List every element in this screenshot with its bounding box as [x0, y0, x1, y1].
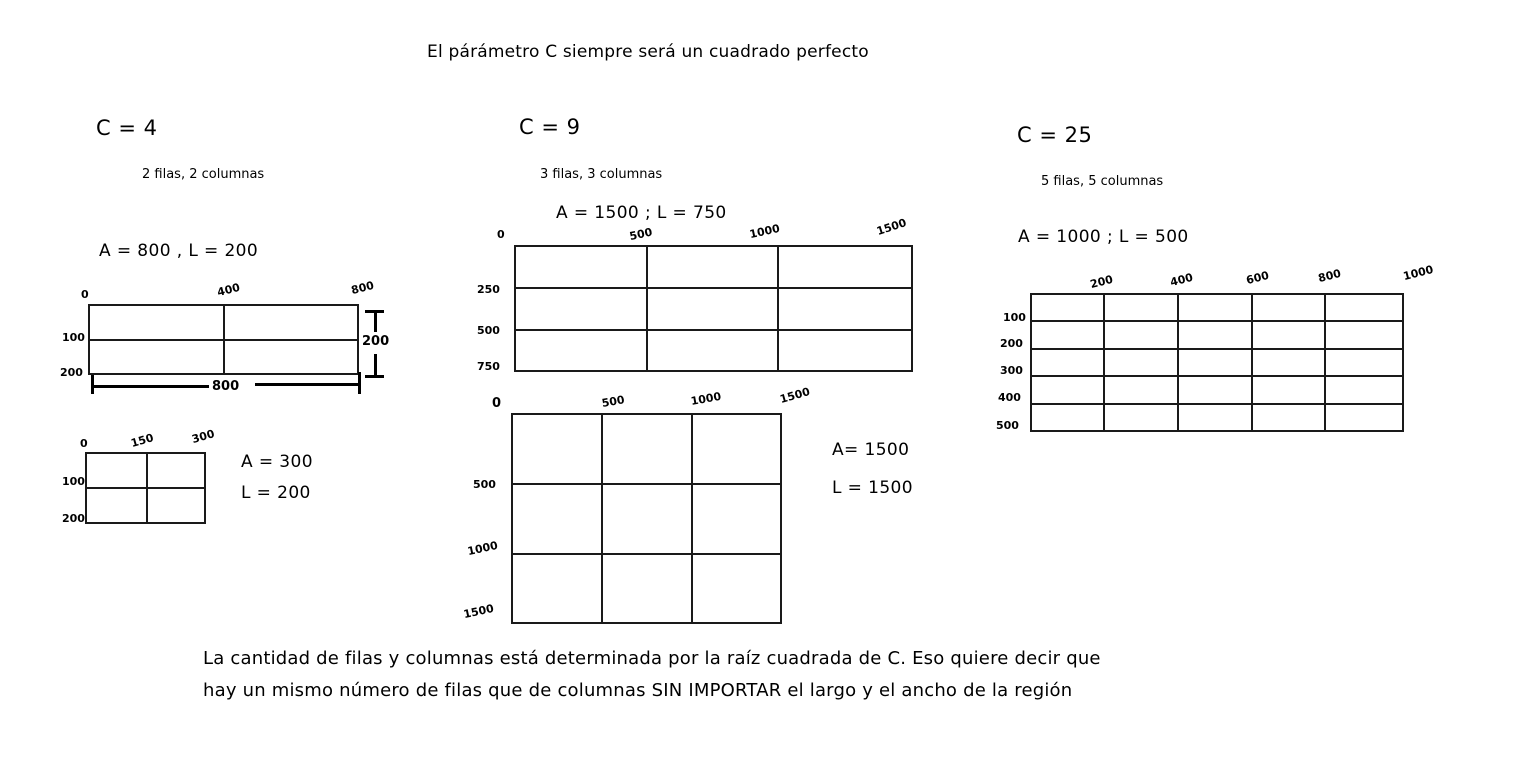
example-heading-c25: C = 25: [1017, 123, 1093, 147]
x-tick-label: 300: [190, 427, 217, 446]
x-tick-label: 1000: [689, 389, 723, 408]
y-tick-label: 500: [473, 478, 496, 491]
grid-line-v: [780, 413, 782, 624]
x-tick-label: 1000: [1401, 262, 1435, 283]
grid-line-h: [1030, 320, 1404, 322]
annotation-a-c9-grid-2: A= 1500: [832, 440, 910, 460]
page-title: El párámetro C siempre será un cuadrado perfecto: [427, 42, 869, 62]
height-dimension-bar: [374, 310, 377, 332]
y-tick-label: 100: [62, 475, 85, 488]
grid-line-v: [514, 245, 516, 372]
grid-line-v: [85, 452, 87, 523]
y-tick-label: 400: [998, 391, 1021, 404]
example-subheading-c25: 5 filas, 5 columnas: [1041, 174, 1164, 189]
grid-line-h: [514, 287, 913, 289]
footer-line-2: hay un mismo número de filas que de columnas SIN IMPORTAR el largo y el ancho de la región: [203, 680, 1073, 701]
grid-line-h: [514, 245, 913, 247]
y-tick-label: 100: [62, 331, 85, 344]
grid-c4-1: [88, 304, 359, 374]
grid-line-v: [1324, 293, 1326, 432]
grid-line-v: [601, 413, 603, 624]
grid-line-v: [777, 245, 779, 372]
height-dimension-label: 200: [362, 334, 390, 349]
x-tick-label: 0: [81, 288, 89, 301]
grid-line-v: [911, 245, 913, 372]
y-tick-label: 750: [477, 360, 500, 373]
grid-line-h: [511, 553, 782, 555]
x-tick-label: 500: [600, 393, 626, 410]
x-tick-label: 1500: [778, 385, 812, 406]
x-tick-label: 0: [492, 396, 502, 411]
grid-line-v: [204, 452, 206, 523]
x-tick-label: 1500: [874, 216, 909, 238]
grid-line-v: [88, 304, 90, 374]
grid-line-h: [511, 413, 782, 415]
grid-line-v: [1177, 293, 1179, 432]
grid-line-h: [1030, 293, 1404, 295]
grid-c25-1: [1030, 293, 1404, 432]
width-dimension-bar: [255, 383, 360, 386]
grid-line-h: [514, 370, 913, 372]
height-dimension-cap: [365, 310, 384, 313]
example-subheading-c9: 3 filas, 3 columnas: [540, 167, 663, 182]
grid-c9-2: [511, 413, 782, 624]
grid-c9-1: [514, 245, 913, 372]
width-dimension-cap: [358, 372, 361, 394]
width-dimension-bar: [91, 385, 209, 388]
y-tick-label: 1500: [462, 601, 495, 621]
grid-line-h: [1030, 430, 1404, 432]
x-tick-label: 600: [1244, 268, 1271, 287]
grid-line-v: [1030, 293, 1032, 432]
y-tick-label: 300: [1000, 364, 1023, 377]
grid-line-h: [511, 483, 782, 485]
annotation-l-c4-grid-2: L = 200: [241, 483, 311, 503]
height-dimension-bar: [374, 354, 377, 376]
x-tick-label: 150: [129, 431, 156, 450]
annotation-c4-grid-1: A = 800 , L = 200: [99, 241, 259, 261]
x-tick-label: 400: [1168, 270, 1195, 289]
y-tick-label: 100: [1003, 311, 1026, 324]
grid-line-h: [1030, 348, 1404, 350]
x-tick-label: 1000: [748, 221, 781, 241]
grid-line-v: [1402, 293, 1404, 432]
y-tick-label: 500: [996, 419, 1019, 432]
y-tick-label: 200: [62, 512, 85, 525]
x-tick-label: 200: [1088, 272, 1115, 291]
y-tick-label: 250: [477, 283, 500, 296]
height-dimension-cap: [365, 375, 384, 378]
grid-line-v: [1103, 293, 1105, 432]
example-subheading-c4: 2 filas, 2 columnas: [142, 167, 265, 182]
grid-line-v: [691, 413, 693, 624]
example-heading-c4: C = 4: [96, 116, 158, 140]
y-tick-label: 1000: [466, 538, 499, 558]
example-heading-c9: C = 9: [519, 115, 581, 139]
grid-line-v: [223, 304, 225, 374]
grid-c4-2: [85, 452, 206, 523]
grid-line-h: [1030, 375, 1404, 377]
footer-line-1: La cantidad de filas y columnas está determinada por la raíz cuadrada de C. Eso quiere decir que: [203, 648, 1101, 669]
x-tick-label: 0: [80, 437, 88, 450]
grid-line-h: [511, 622, 782, 624]
annotation-c9-grid-1: A = 1500 ; L = 750: [556, 203, 727, 223]
x-tick-label: 400: [215, 280, 242, 299]
grid-line-v: [357, 304, 359, 374]
annotation-c25-grid-1: A = 1000 ; L = 500: [1018, 227, 1189, 247]
grid-line-v: [1251, 293, 1253, 432]
grid-line-v: [146, 452, 148, 523]
width-dimension-cap: [91, 375, 94, 394]
x-tick-label: 0: [497, 228, 505, 241]
y-tick-label: 200: [1000, 337, 1023, 350]
width-dimension-label: 800: [212, 379, 240, 394]
x-tick-label: 800: [349, 278, 376, 297]
x-tick-label: 800: [1316, 266, 1343, 285]
x-tick-label: 500: [628, 225, 654, 243]
y-tick-label: 200: [60, 366, 83, 379]
grid-line-v: [646, 245, 648, 372]
annotation-a-c4-grid-2: A = 300: [241, 452, 313, 472]
grid-line-v: [511, 413, 513, 624]
grid-line-h: [1030, 403, 1404, 405]
annotation-l-c9-grid-2: L = 1500: [832, 478, 913, 498]
grid-line-h: [514, 329, 913, 331]
y-tick-label: 500: [477, 324, 500, 337]
